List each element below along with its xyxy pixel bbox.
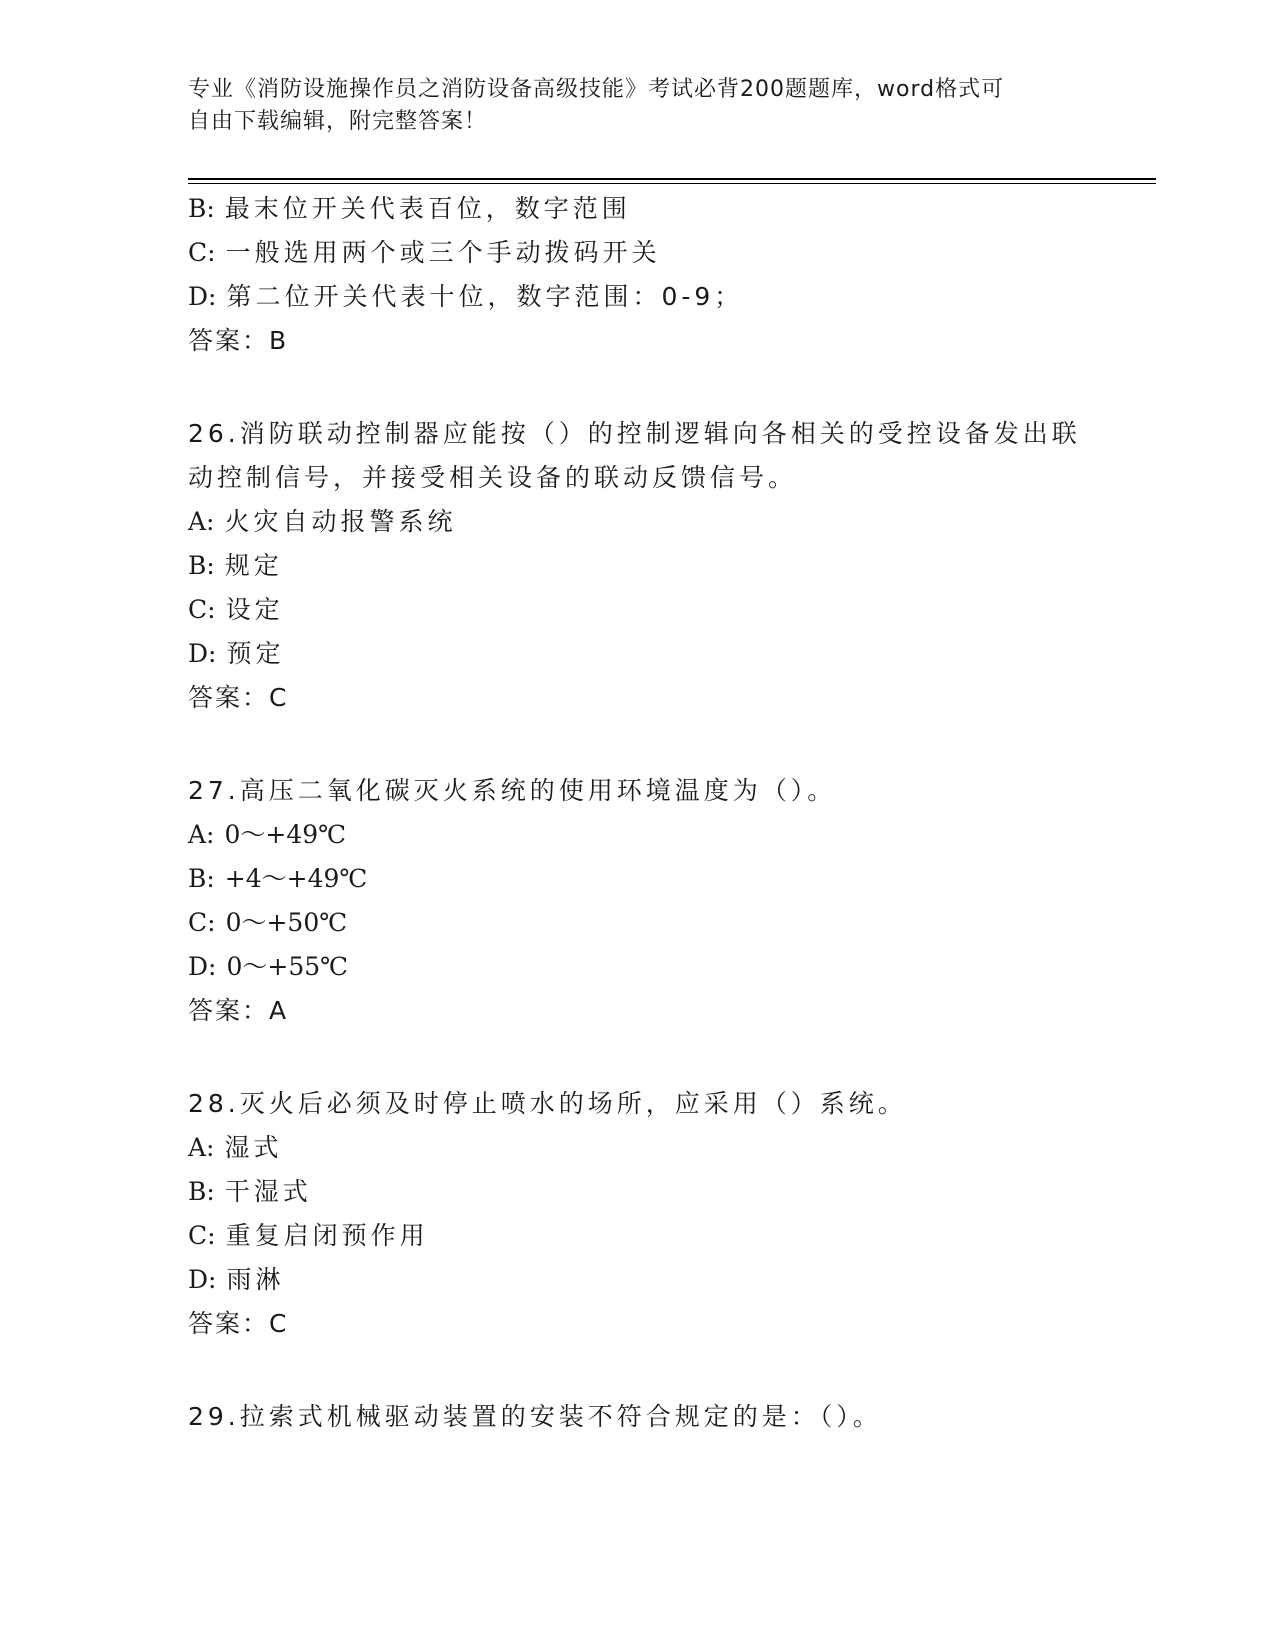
option-letter: D:: [188, 639, 217, 668]
q27-answer: 答案：A: [188, 996, 289, 1025]
q27-option-c: [188, 907, 347, 939]
option-text: 重复启闭预作用: [225, 1221, 429, 1250]
q29-stem: 29.拉索式机械驱动装置的安装不符合规定的是：（）。: [188, 1402, 882, 1431]
option-text: 火灾自动报警系统: [224, 507, 457, 536]
option-text: +4～+49℃: [224, 864, 368, 893]
option-text: 设定: [225, 595, 284, 624]
q25-answer: 答案：B: [188, 326, 289, 355]
option-letter: A:: [188, 820, 215, 849]
q26-option-c: [188, 594, 284, 626]
q26-answer: 答案：C: [188, 683, 289, 712]
q28-answer: 答案：C: [188, 1309, 289, 1338]
option-text: 规定: [224, 551, 283, 580]
option-text: 雨淋: [226, 1265, 285, 1294]
option-letter: B:: [188, 1177, 215, 1206]
option-text: 湿式: [224, 1133, 283, 1162]
option-letter: C:: [188, 1221, 216, 1250]
q26-option-a: [188, 506, 457, 538]
option-letter: C:: [188, 908, 216, 937]
q26-option-d: [188, 638, 284, 670]
option-text: 干湿式: [224, 1177, 312, 1206]
option-text: 0～+55℃: [226, 952, 349, 981]
option-text: 第二位开关代表十位，数字范围：0-9；: [226, 282, 744, 311]
q25-option-b: [188, 193, 631, 225]
option-text: 预定: [226, 639, 285, 668]
option-letter: D:: [188, 952, 217, 981]
option-text: 一般选用两个或三个手动拨码开关: [225, 238, 661, 267]
q26-stem-line-1: 26.消防联动控制器应能按（）的控制逻辑向各相关的受控设备发出联: [188, 419, 1081, 448]
option-letter: B:: [188, 551, 215, 580]
option-text: 0～+49℃: [224, 820, 347, 849]
q26-stem-line-2: 动控制信号，并接受相关设备的联动反馈信号。: [188, 463, 798, 492]
option-letter: D:: [188, 282, 217, 311]
header-rule-thin: [188, 183, 1156, 184]
q27-option-d: [188, 951, 348, 983]
option-letter: C:: [188, 595, 216, 624]
q28-option-b: [188, 1176, 312, 1208]
option-letter: D:: [188, 1265, 217, 1294]
option-text: 最末位开关代表百位，数字范围: [224, 194, 631, 223]
header-rule-thick: [188, 178, 1156, 180]
q27-stem: 27.高压二氧化碳灭火系统的使用环境温度为（）。: [188, 776, 837, 805]
header-line-1: 专业《消防设施操作员之消防设备高级技能》考试必背200题题库，word格式可: [188, 77, 1005, 102]
q28-option-d: [188, 1264, 284, 1296]
header-line-2: 自由下载编辑，附完整答案！: [188, 109, 488, 134]
option-text: 0～+50℃: [225, 908, 348, 937]
document-header: [188, 74, 1088, 138]
q28-stem: 28.灭火后必须及时停止喷水的场所，应采用（）系统。: [188, 1089, 907, 1118]
option-letter: B:: [188, 864, 215, 893]
q25-option-d: [188, 281, 743, 313]
q25-option-c: [188, 237, 661, 269]
q27-option-b: [188, 863, 367, 895]
q27-option-a: [188, 819, 346, 851]
q28-option-c: [188, 1220, 429, 1252]
option-letter: C:: [188, 238, 216, 267]
option-letter: A:: [188, 1133, 215, 1162]
option-letter: A:: [188, 507, 215, 536]
option-letter: B:: [188, 194, 215, 223]
q26-option-b: [188, 550, 283, 582]
q28-option-a: [188, 1132, 283, 1164]
